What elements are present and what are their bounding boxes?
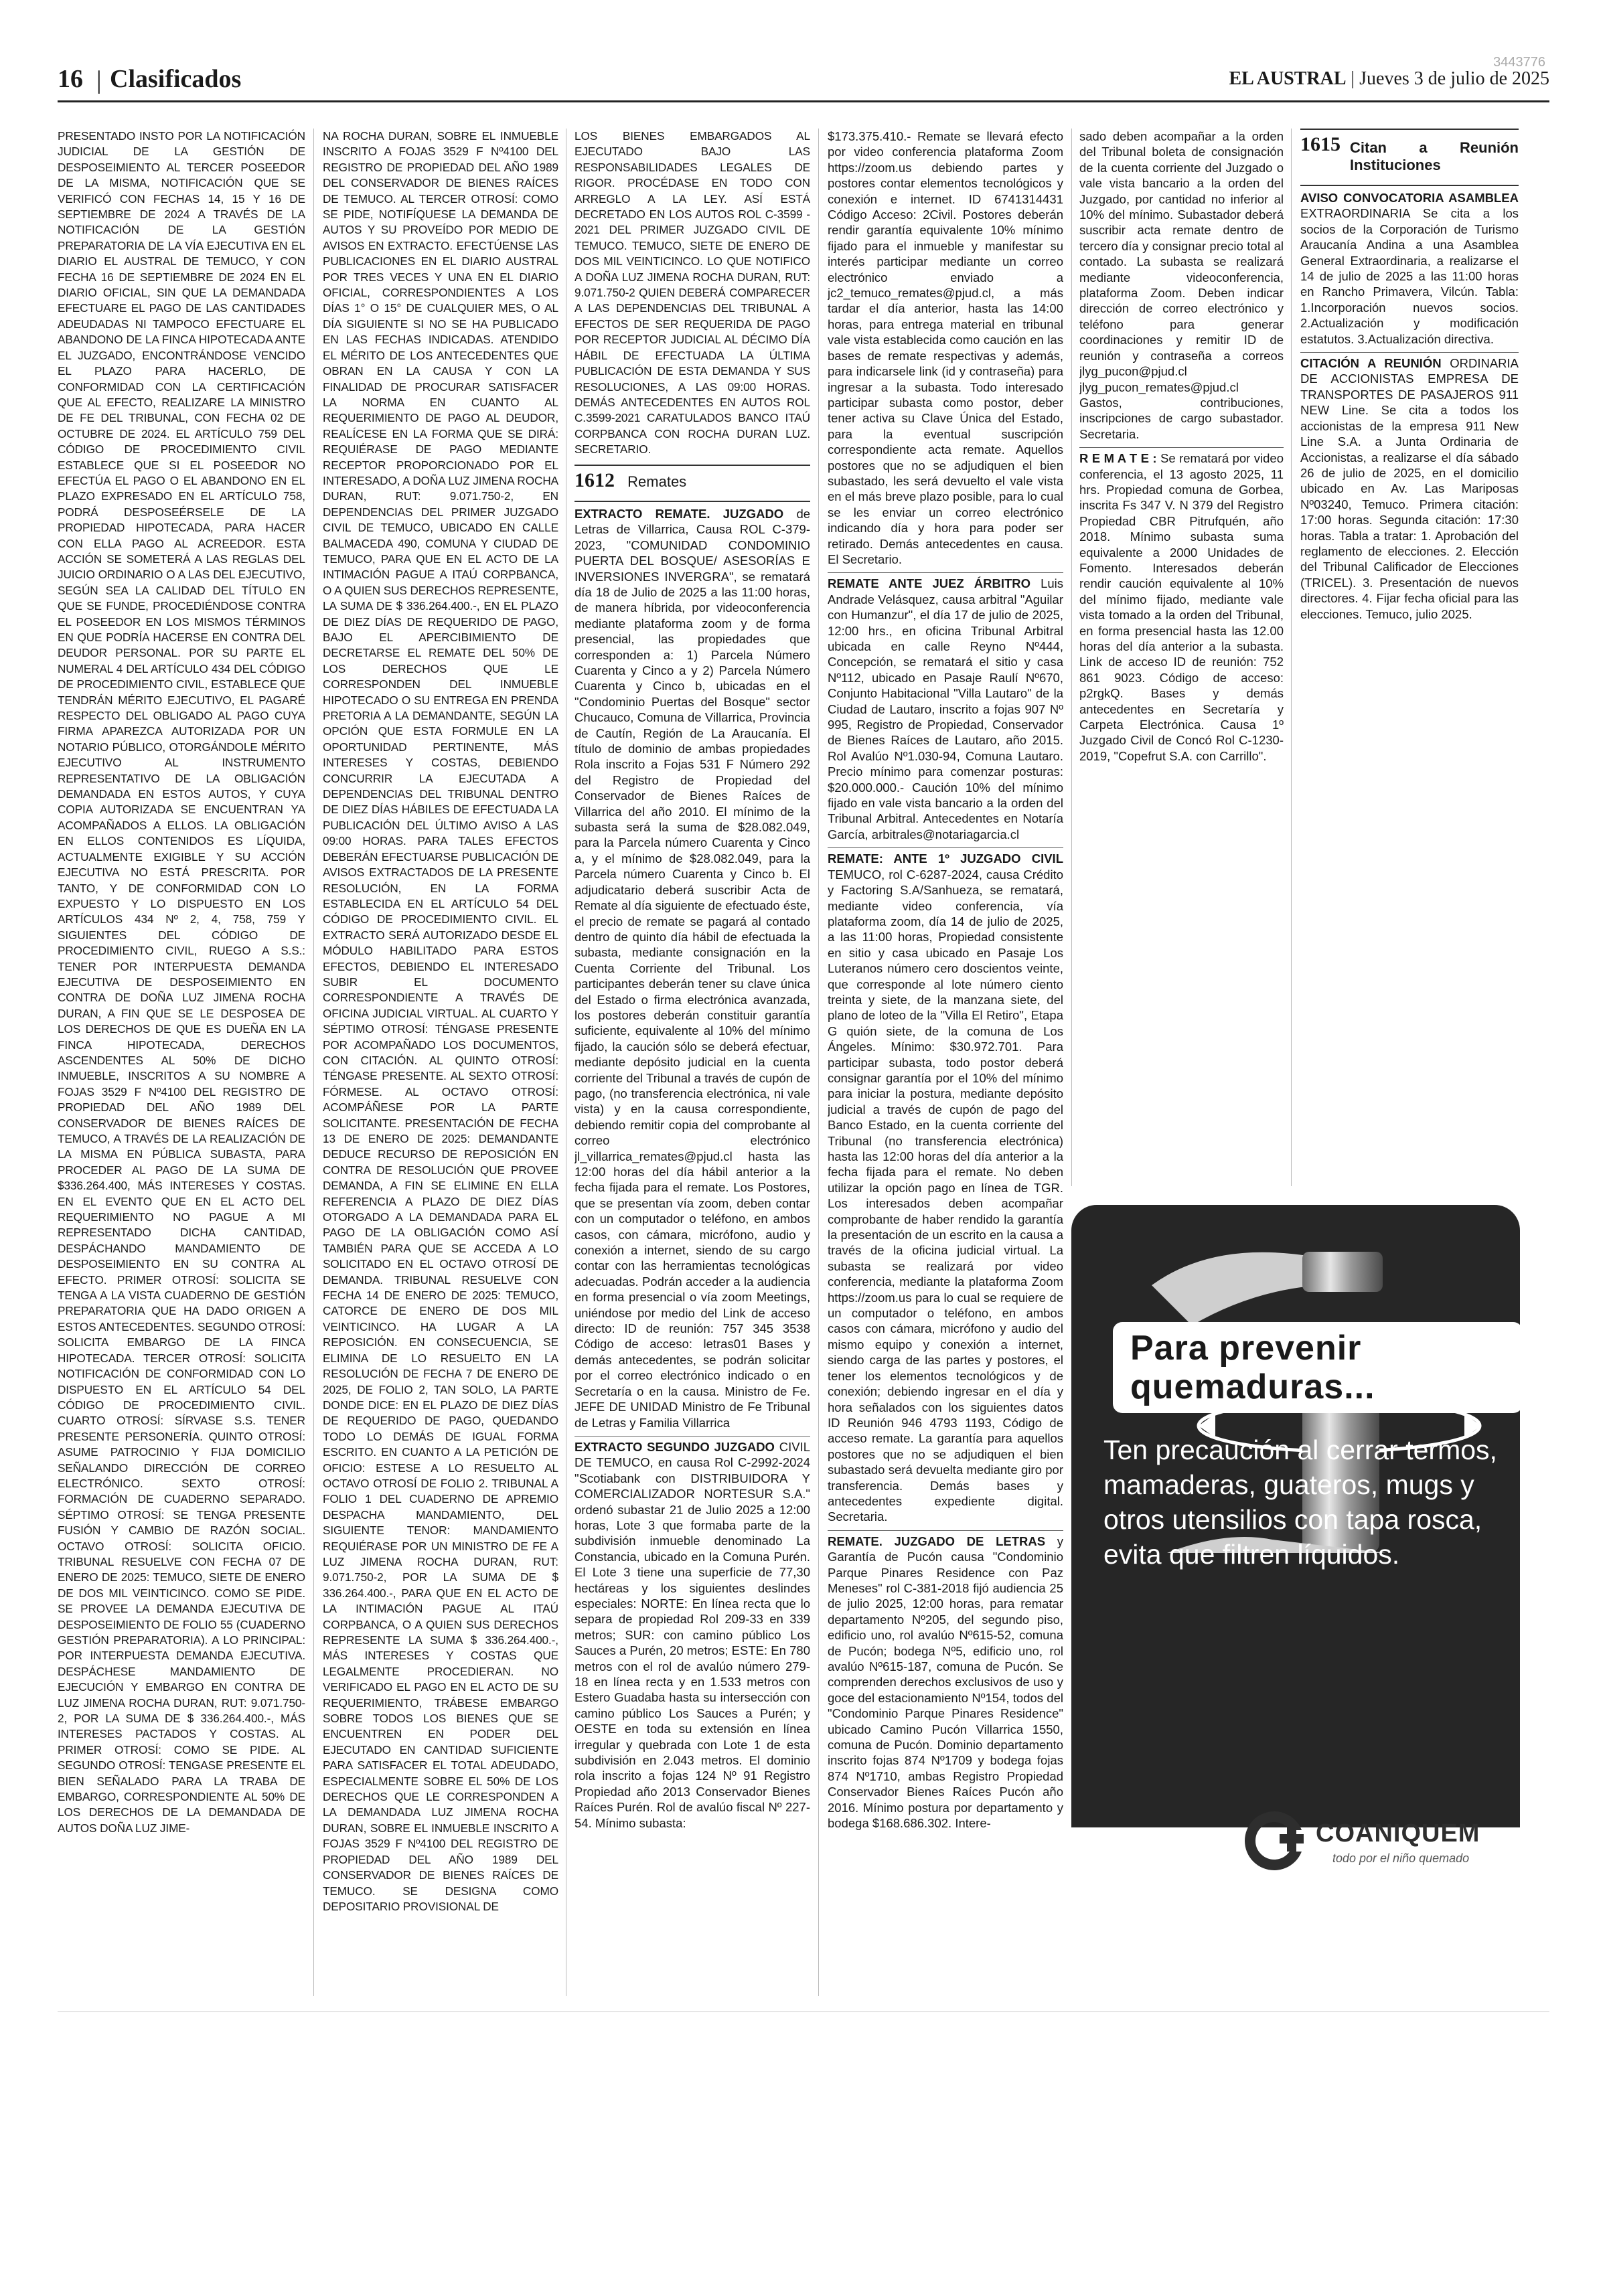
column-5: [1079, 129, 1284, 1186]
ad-body: de Letras de Villarrica, Causa ROL C-379-2023, "COMUNIDAD CONDOMINIO PUERTA DEL BOSQUE/ ASESORÍAS E INVERSIONES INVERGRA", se rematará día 18 de Julio de 2025 a las 11:00 horas, de manera híbrida, por videoconferencia mediante plataforma zoom y de forma presencial, las propiedades que corresponden a: 1) Parcela Número Cuarenta y Cinco a y 2) Parcela Número Cuarenta y Cinco b, ubicadas en el "Condominio Puertas del Bosque" sector Chucauco, Comuna de Villarrica, Provincia de Cautín, Región de La Araucanía. El título de dominio de ambas propiedades Rola inscrito a Fojas 531 F Número 292 del Registro de Propiedad del Conservador de Bienes Raíces de Villarrica del año 2010. El mínimo de la subasta será la suma de $28.082.049, para la Parcela número Cuarenta y Cinco a, y el mínimo de $28.082.049, para la Parcela número Cuarenta y Cinco b. El adjudicatario deberá suscribir Acta de Remate al día siguiente de efectuado éste, el precio de remate se pagará al contado dentro de quinto día hábil de efectuada la subasta, mediante consignación en la Cuenta Corriente del Tribunal. Los participantes deberán tener su clave única del Estado o firma electrónica avanzada, los postores deberán constituir garantía suficiente, equivalente al 10% del mínimo fijado, la caución sólo se deberá efectuar, mediante depósito judicial en la cuenta corriente del Tribunal a través de cupón de pago, (no transferencia electrónica, ni vale vista) y en la causa correspondiente, debiendo remitir copia del comprobante al correo electrónico jl_villarrica_remates@pjud.cl hasta las 12:00 horas del día hábil anterior a la fecha fijada para el remate. Los Postores, que se presentan vía zoom, deben contar con un computador o teléfono, en ambos casos, con cámara, micrófono, audio y conexión a internet, siendo de su cargo contar con las herramientas tecnológicas adecuadas. Podrán acceder a la audiencia en forma presencial o vía zoom Meetings, uniéndose por medio del Link de acceso directo: ID de reunión: 757 345 3538 Código de acceso: letras01 Bases y demás antecedentes, se podrán solicitar por el correo electrónico indicado o en Secretaría o en la causa. Ministro de Fe. JEFE DE UNIDAD Ministro de Fe Tribunal de Letras y Familia Villarrica: [575, 506, 810, 1430]
section-divider: [1300, 185, 1519, 186]
ad-divider: [575, 1436, 810, 1437]
ad-divider: [1300, 352, 1519, 353]
column-1: [58, 129, 305, 1996]
ad-lead: R E M A T E :: [1079, 451, 1157, 466]
ad-lead: EXTRACTO REMATE. JUZGADO: [575, 506, 784, 521]
ad-lead: REMATE. JUZGADO DE LETRAS: [828, 1534, 1046, 1548]
logo-tagline: todo por el niño quemado: [1332, 1852, 1470, 1865]
section-divider: [575, 501, 810, 502]
section-divider: [575, 465, 810, 466]
ad-lead: EXTRACTO SEGUNDO JUZGADO: [575, 1439, 775, 1454]
classified-ad: [1079, 450, 1284, 764]
column-2: [323, 129, 558, 1996]
legal-notice-text: NA ROCHA DURAN, SOBRE EL INMUEBLE INSCRITO A FOJAS 3529 F Nº4100 DEL REGISTRO DE PROPIEDAD DEL AÑO 1989 DEL CONSERVADOR DE BIENES RAÍCES DE TEMUCO. AL TERCER OTROSÍ: COMO SE PIDE, NOTIFÍQUESE LA DEMANDA DE AUTOS Y SU PROVEÍDO POR MEDIO DE AVISOS EN EXTRACTO. EFECTÚENSE LAS PUBLICACIONES EN EL DIARIO AUSTRAL POR TRES VECES Y UNA EN EL DIARIO OFICIAL, CORRESPONDIENTES A LOS DÍAS 1° O 15° DE CUALQUIER MES, O AL DÍA SIGUIENTE SI NO SE HA PUBLICADO EN LAS FECHAS INDICADAS. ATENDIDO EL MÉRITO DE LOS ANTECEDENTES QUE OBRAN EN LA CAUSA Y CON LA FINALIDAD DE PROCURAR SATISFACER LA NORMA EN CUANTO AL REQUERIMIENTO DE PAGO AL DEUDOR, REALÍCESE EN LA FORMA QUE SE DIRÁ: REQUIÉRASE DE PAGO MEDIANTE RECEPTOR PROPORCIONADO POR EL INTERESADO, A DOÑA LUZ JIMENA ROCHA DURAN, RUT: 9.071.750-2, EN DEPENDENCIAS DEL PRIMER JUZGADO CIVIL DE TEMUCO, UBICADO EN CALLE BALMACEDA 490, COMUNA Y CIUDAD DE TEMUCO, PARA QUE EN EL ACTO DE LA INTIMACIÓN PAGUE A ITAÚ CORPBANCA, O A QUIEN SUS DERECHOS REPRESENTE, LA SUMA DE $ 336.264.400.-, EN EL PLAZO DE DIEZ DÍAS DE REQUERIDO DE PAGO, BAJO EL APERCIBIMIENTO DE DECRETARSE EL REMATE DEL 50% DE LOS DERECHOS QUE LE CORRESPONDEN DEL INMUEBLE HIPOTECADO O SU ENTREGA EN PRENDA PRETORIA A LA DEMANDANTE, SEGÚN LA OPCIÓN QUE ESTA FORMULE EN LA OPORTUNIDAD PERTINENTE, MÁS INTERESES Y COSTAS, DEBIENDO CONCURRIR LA EJECUTADA A DEPENDENCIAS DEL TRIBUNAL DENTRO DE DIEZ DÍAS HÁBILES DE EFECTUADA LA PUBLICACIÓN DEL ÚLTIMO AVISO A LAS 09:00 HORAS. PARA TALES EFECTOS DEBERÁN EFECTUARSE PUBLICACIÓN DE AVISOS EXTRACTADOS DE LA PRESENTE RESOLUCIÓN, EN LA FORMA ESTABLECIDA EN EL ARTÍCULO 54 DEL CÓDIGO DE PROCEDIMIENTO CIVIL. EL EXTRACTO SERÁ AUTORIZADO DESDE EL MÓDULO HABILITADO PARA ESTOS EFECTOS, DEBIENDO EL INTERESADO SUBIR EL DOCUMENTO CORRESPONDIENTE A TRAVÉS DE OFICINA JUDICIAL VIRTUAL. AL CUARTO Y SÉPTIMO OTROSÍ: TÉNGASE PRESENTE POR ACOMPAÑADO LOS DOCUMENTOS, CON CITACIÓN. AL QUINTO OTROSÍ: TÉNGASE PRESENTE. AL SEXTO OTROSÍ: FÓRMESE. AL OCTAVO OTROSÍ: ACOMPÁÑESE POR LA PARTE SOLICITANTE. PRESENTACIÓN DE FECHA 13 DE ENERO DE 2025: DEMANDANTE DEDUCE RECURSO DE REPOSICIÓN EN CONTRA DE RESOLUCIÓN QUE PROVEE DEMANDA, A FIN SE ELIMINE EN ELLA REFERENCIA A PLAZO DE DIEZ DÍAS OTORGADO A LA DEMANDADA PARA EL PAGO DE LA OBLIGACIÓN COMO ASÍ TAMBIÉN PARA QUE SE ACCEDA A LO SOLICITADO EN EL OCTAVO OTROSÍ DE DEMANDA. TRIBUNAL RESUELVE CON FECHA 14 DE ENERO DE 2025: TEMUCO, CATORCE DE ENERO DE DOS MIL VEINTICINCO. HA LUGAR A LA REPOSICIÓN. EN CONSECUENCIA, SE ELIMINA DE LO RESUELTO EN LA RESOLUCIÓN DE FECHA 7 DE ENERO DE 2025, DE FOLIO 2, TAN SOLO, LA PARTE DONDE DICE: EN EL PLAZO DE DIEZ DÍAS DE REQUERIDO DE PAGO, QUEDANDO TODO LO DEMÁS DE IGUAL FORMA ESCRITO. EN CUANTO A LA PETICIÓN DE OFICIO: ESTESE A LO RESUELTO AL OCTAVO OTROSÍ DE FOLIO 2. TRIBUNAL A FOLIO 1 DEL CUADERNO DE APREMIO DESPACHA MANDAMIENTO, DEL SIGUIENTE TENOR: MANDAMIENTO REQUIÉRASE POR UN MINISTRO DE FE A LUZ JIMENA ROCHA DURAN, RUT: 9.071.750-2, POR LA SUMA DE $ 336.264.400.-, PARA QUE EN EL ACTO DE LA INTIMACIÓN PAGUE AL ITAÚ CORPBANCA, O A QUIEN SUS DERECHOS REPRESENTE LA SUMA $ 336.264.400.-, MÁS INTERESES Y COSTAS QUE LEGALMENTE PROCEDIERAN. NO VERIFICADO EL PAGO EN EL ACTO DE SU REQUERIMIENTO, TRÁBESE EMBARGO SOBRE TODOS LOS BIENES QUE SE ENCUENTREN EN PODER DEL EJECUTADO EN CANTIDAD SUFICIENTE PARA SATISFACER EL TOTAL ADEUDADO, ESPECIALMENTE SOBRE EL 50% DE LOS DERECHOS QUE LE CORRESPONDEN A LA DEMANDADA LUZ JIMENA ROCHA DURAN, SOBRE EL INMUEBLE INSCRITO A FOJAS 3529 F Nº4100 DEL REGISTRO DE PROPIEDAD DEL AÑO 1989 DEL CONSERVADOR DE BIENES RAÍCES DE TEMUCO. SE DESIGNA COMO DEPOSITARIO PROVISIONAL DE: [323, 129, 558, 1913]
ad-body: EXTRAORDINARIA Se cita a los socios de la Corporación de Turismo Araucanía Andina a una Asamblea General Extraordinaria, a realizarse el 14 de julio de 2025 a las 11:00 horas en Rancho Primavera, Vilcún. Tabla: 1.Incorporación nuevos socios. 2.Actualización y modificación estatutos. 3.Actualización directiva.: [1300, 206, 1519, 346]
classified-ad: [1300, 355, 1519, 622]
ad-lead: REMATE ANTE JUEZ ÁRBITRO: [828, 576, 1031, 591]
thermos-lid-icon: [1302, 1252, 1383, 1292]
section-header-citan: [1300, 133, 1519, 174]
coaniquem-logo: [1242, 1807, 1510, 1874]
classified-ad: [575, 1439, 810, 1831]
column-3: [575, 129, 810, 1996]
section-name: Clasificados: [110, 65, 242, 93]
classified-ad: [828, 576, 1063, 842]
legal-notice-text: LOS BIENES EMBARGADOS AL EJECUTADO BAJO LAS RESPONSABILIDADES LEGALES DE RIGOR. PROCÉDASE EN TODO CON ARREGLO A LA LEY. ASÍ ESTÁ DECRETADO EN LOS AUTOS ROL C-3599 - 2021 DEL PRIMER JUZGADO CIVIL DE TEMUCO. TEMUCO, SIETE DE ENERO DE DOS MIL VEINTICINCO. LO QUE NOTIFICO A DOÑA LUZ JIMENA ROCHA DURAN, RUT: 9.071.750-2 QUIEN DEBERÁ COMPARECER A LAS DEPENDENCIAS DEL TRIBUNAL A EFECTOS DE SER REQUERIDA DE PAGO POR RECEPTOR JUDICIAL AL DÉCIMO DÍA HÁBIL DE EFECTUADA LA ÚLTIMA PUBLICACIÓN DE ESTA DEMANDA Y SUS RESOLUCIONES, A LAS 09:00 HORAS. DEMÁS ANTECEDENTES EN AUTOS ROL C.3599-2021 CARATULADOS BANCO ITAÚ CORPBANCA CON ROCHA DURAN LUZ. SECRETARIO.: [575, 129, 810, 457]
ad-body: sado deben acompañar a la orden del Tribunal boleta de consignación de la cuenta corriente del Juzgado o vale vista bancario a la orden del Juzgado, por cantidad no inferior al 10% del mínimo. Subastador deberá suscribir acta remate dentro de tercero día y consignar precio total al contado. La subasta se realizará mediante videoconferencia, plataforma Zoom. Deben indicar dirección de correo electrónico y teléfono para generar coordinaciones y remitir ID de reunión y contraseña a correos jlyg_pucon@pjud.cl jlyg_pucon_remates@pjud.cl Gastos, contribuciones, inscripciones de cargo subastador. Secretaria.: [1079, 129, 1284, 441]
ad-body: ORDINARIA DE ACCIONISTAS EMPRESA DE TRANSPORTES DE PASAJEROS 911 NEW Line. Se cita a todos los accionistas de la empresa 911 New Line S.A. a Junta Ordinaria de Accionistas, a realizarse el día sábado 26 de julio de 2025, en el domicilio ubicado en Av. Las Mariposas Nº03240, Temuco. Primera citación: 17:00 horas. Segunda citación: 17:30 horas. Tabla a tratar: 1. Aprobación del reglamento de elecciones. 2. Elección del Tribunal Calificador de Elecciones (TRICEL). 3. Presentación de nuevos directores. 4. Fijar fecha oficial para las elecciones. Temuco, julio 2025.: [1300, 356, 1519, 621]
ad-divider: [828, 572, 1063, 573]
coaniquem-cross-icon: [1242, 1807, 1309, 1874]
section-number: 1615: [1300, 133, 1341, 155]
page-code: 3443776: [1493, 55, 1545, 70]
ad-body: y Garantía de Pucón causa "Condominio Parque Pinares Residence con Paz Meneses" rol C-381-2018 fijó audiencia 25 de julio 2025, 12:00 horas, para rematar departamento Nº205, del segundo piso, edificio uno, rol avalúo Nº615-52, comuna de Pucón; bodega Nº5, edificio uno, rol avalúo Nº615-187, comuna de Pucón. Se comprenden derechos exclusivos de uso y goce del estacionamiento Nº154, todos del "Condominio Parque Pinares Residence" ubicado Camino Pucón Villarrica 1550, comuna de Pucón. Dominio departamento inscrito fojas 874 Nº1709 y bodega fojas 874 Nº1710, ambas Registro Propiedad Conservador Bienes Raíces Pucón año 2016. Mínimo postura por departamento y bodega $168.686.302. Intere-: [828, 1534, 1063, 1831]
newspaper-name: EL AUSTRAL: [1229, 68, 1347, 89]
classified-ad: [575, 506, 810, 1430]
column-4: [828, 129, 1063, 1996]
ad-body-text: Ten precaución al cerrar termos, mamaderas, guateros, mugs y otros utensilios con tapa rosca, evita que filtren líquidos.: [1103, 1434, 1497, 1570]
section-title: Citan a Reunión Instituciones: [1350, 139, 1519, 173]
column-divider: [1291, 129, 1292, 1186]
page-number: 16: [58, 65, 83, 93]
logo-name: COANIQUEM: [1316, 1819, 1480, 1848]
ad-body: Se rematará por video conferencia, el 13 agosto 2025, 11 hrs. Propiedad comuna de Gorbea, inscrita Fs 347 V. N 379 del Registro Propiedad CBR Pitrufquén, año 2018. Mínimo subasta suma equivalente a 2000 Unidades de Fomento. Interesados deberán rendir caución equivalente al 10% del mínimo fijado, mediante vale vista tomado a la orden del Tribunal, en forma presencial hasta las 12.00 horas del día anterior a la subasta. Link de acceso ID de reunión: 752 861 9023. Código de acceso: p2rgkQ. Bases y demás antecedentes en Secretaría y Carpeta Electrónica. Causa 1º Juzgado Civil de Concó Rol C-1230-2019, "Copefrut S.A. con Carrillo".: [1079, 451, 1284, 763]
legal-notice-text: PRESENTADO INSTO POR LA NOTIFICACIÓN JUDICIAL DE LA GESTIÓN DE DESPOSEIMIENTO AL TERCER POSEEDOR DE LA MISMA, NOTIFICACIÓN QUE SE VERIFICÓ CON FECHAS 14, 15 Y 16 DE SEPTIEMBRE DE 2024 A TRAVÉS DE LA NOTIFICACIÓN DE LA GESTIÓN PREPARATORIA DE LA VÍA EJECUTIVA EN EL DIARIO EL AUSTRAL DE TEMUCO, Y CON FECHA 16 DE SEPTIEMBRE DE 2024 EN EL DIARIO OFICIAL, SIN QUE LA DEMANDADA EFECTUARE EL PAGO DE LAS CANTIDADES ADEUDADAS NI TAMPOCO EFECTUARE EL ABANDONO DE LA FINCA HIPOTECADA ANTE EL JUZGADO, ENCONTRÁNDOSE VENCIDO EL PLAZO PARA HACERLO, DE CONFORMIDAD CON LA CERTIFICACIÓN QUE AL EFECTO, REALIZARE LA MINISTRO DE FE DEL TRIBUNAL, CON FECHA 02 DE OCTUBRE DE 2024. EL ARTÍCULO 759 DEL CÓDIGO DE PROCEDIMIENTO CIVIL ESTABLECE QUE SI EL POSEEDOR NO EFECTÚA EL PAGO O EL ABANDONO EN EL PLAZO EXPRESADO EN EL ARTÍCULO 758, PODRÁ DESPOSEÉRSELE DE LA PROPIEDAD HIPOTECADA, PARA HACER CON ELLA PAGO AL ACREEDOR. ESTA ACCIÓN SE SOMETERÁ A LAS REGLAS DEL JUICIO ORDINARIO O A LAS DEL EJECUTIVO, SEGÚN SEA LA CALIDAD DEL TÍTULO EN QUE SE FUNDE, PROCEDIÉNDOSE CONTRA EL POSEEDOR EN LOS MISMOS TÉRMINOS EN QUE PODRÍA HACERSE EN CONTRA DEL DEUDOR PERSONAL. POR SU PARTE EL NUMERAL 4 DEL ARTÍCULO 434 DEL CÓDIGO DE PROCEDIMIENTO CIVIL, ESTABLECE QUE TENDRÁN MÉRITO EJECUTIVO, EL PAGARÉ RESPECTO DEL OBLIGADO AL PAGO CUYA FIRMA APAREZCA AUTORIZADA POR UN NOTARIO PÚBLICO, OTORGÁNDOLE MÉRITO EJECUTIVO AL INSTRUMENTO REPRESENTATIVO DE LA OBLIGACIÓN DEMANDADA EN ESTOS AUTOS, Y CUYA COPIA AUTORIZADA SE ENCUENTRAN YA ACOMPAÑADOS A ELLOS. LA OBLIGACIÓN EN ELLOS CONTENIDOS ES LÍQUIDA, ACTUALMENTE EXIGIBLE Y SU ACCIÓN EJECUTIVA NO ESTÁ PRESCRITA. POR TANTO, Y DE CONFORMIDAD CON LO EXPUESTO Y LO DISPUESTO EN LOS ARTÍCULOS 434 Nº 2, 4, 758, 759 Y SIGUIENTES DEL CÓDIGO DE PROCEDIMIENTO CIVIL, RUEGO A S.S.: TENER POR INTERPUESTA DEMANDA EJECUTIVA DE DESPOSEIMIENTO EN CONTRA DE DOÑA LUZ JIMENA ROCHA DURAN, A FIN QUE SE LE DESPOSEA DE LOS DERECHOS DE QUE ES DUEÑA EN LA FINCA HIPOTECADA, DERECHOS ASCENDENTES AL 50% DE DICHO INMUEBLE, INSCRITOS A SU NOMBRE A FOJAS 3529 F Nº4100 DEL REGISTRO DE PROPIEDAD DEL AÑO 1989 DEL CONSERVADOR DE BIENES RAÍCES DE TEMUCO, A TRAVÉS DE LA REALIZACIÓN DE LA MISMA EN PÚBLICA SUBASTA, PARA PROCEDER AL PAGO DE LA SUMA DE $336.264.400, MÁS INTERESES Y COSTAS. EN EL EVENTO QUE EN EL ACTO DEL REQUERIMIENTO NO PAGUE A MI REPRESENTADO DICHA CANTIDAD, DESPÁCHANDO MANDAMIENTO DE DESPOSEIMIENTO EN SU CONTRA AL EFECTO. PRIMER OTROSÍ: SOLICITA SE TENGA A LA VISTA CUADERNO DE GESTIÓN PREPARATORIA QUE HA DADO ORIGEN A ESTOS ANTECEDENTES. SEGUNDO OTROSÍ: SOLICITA EMBARGO DE LA FINCA HIPOTECADA. TERCER OTROSÍ: SOLICITA NOTIFICACIÓN DE CONFORMIDAD CON LO DISPUESTO EN EL ARTÍCULO 54 DEL CÓDIGO DE PROCEDIMIENTO CIVIL. CUARTO OTROSÍ: SÍRVASE S.S. TENER PRESENTE PERSONERÍA. QUINTO OTROSÍ: ASUME PATROCINIO Y FIJA DOMICILIO SEÑALANDO DIRECCIÓN DE CORREO ELECTRÓNICO. SEXTO OTROSÍ: FORMACIÓN DE CUADERNO SEPARADO. SÉPTIMO OTROSÍ: SE TENGA PRESENTE FUSIÓN Y CAMBIO DE RAZÓN SOCIAL. OCTAVO OTROSÍ: SOLICITA OFICIO. TRIBUNAL RESUELVE CON FECHA 07 DE ENERO DE 2025: TEMUCO, SIETE DE ENERO DE DOS MIL VEINTICINCO. COMO SE PIDE. SE PROVEE LA DEMANDA EJECUTIVA DE DESPOSEIMIENTO DE FOLIO 55 (CUADERNO GESTIÓN PREPARATORIA). A LO PRINCIPAL: POR INTERPUESTA DEMANDA EJECUTIVA. DESPÁCHESE MANDAMIENTO DE EJECUCIÓN Y EMBARGO EN CONTRA DE LUZ JIMENA ROCHA DURAN, RUT: 9.071.750-2, POR LA SUMA DE $ 336.264.400.-, MÁS INTERESES PACTADOS Y COSTAS. AL PRIMER OTROSÍ: COMO SE PIDE. AL SEGUNDO OTROSÍ: TENGASE PRESENTE EL BIEN SEÑALADO PARA LA TRABA DE EMBARGO, CORRESPONDIENTE AL 50% DE LOS DERECHOS DE LA DEMANDADA DE AUTOS DOÑA LUZ JIME-: [58, 129, 305, 1835]
classified-ad: [828, 1534, 1063, 1831]
ad-body: $173.375.410.- Remate se llevará efecto por video conferencia plataforma Zoom https://zoom.us debiendo partes y postores contar elementos tecnológicos y conexión e internet. ID 6741314431 Código Acceso: 2Civil. Postores deberán rendir garantía equivalente 10% mínimo fijado para el inmueble y manifestar su interés participar mediante un correo electrónico enviado a jc2_temuco_remates@pjud.cl, a más tardar el día anterior, hasta las 14:00 horas, para entrega material en tribunal vale vista establecida como caución en las bases de remate respectivas y además, para indicarsele link (id y contraseña) para ingresar a la subasta. Todo interesado participar subasta como postor, deber tener activa su Clave Única del Estado, para la eventual suscripción correspondiente acta remate. Aquellos postores que no se adjudiquen el bien subastado, les será devuelto el vale vista en el más breve plazo posible, para lo cual se les enviar un correo electrónico indicando día y hora para poder ser retirado. Demás antecedentes en causa. El Secretario.: [828, 129, 1063, 566]
issue-date: Jueves 3 de julio de 2025: [1359, 68, 1549, 89]
column-divider: [313, 129, 314, 1996]
page-header: [58, 55, 1549, 102]
classified-ad: [1300, 190, 1519, 347]
column-6: [1300, 129, 1519, 1186]
column-divider: [818, 129, 819, 1996]
section-number: 1612: [575, 469, 615, 491]
ad-divider: [828, 1530, 1063, 1531]
ad-lead: REMATE: ANTE 1º JUZGADO CIVIL: [828, 851, 1063, 866]
header-separator: |: [96, 66, 102, 94]
ad-divider: [1079, 447, 1284, 448]
column-divider: [1071, 129, 1072, 1186]
section-header-remates: [575, 469, 810, 491]
ad-body: CIVIL DE TEMUCO, en causa Rol C-2992-2024 "Scotiabank con DISTRIBUIDORA Y COMERCIALIZADOR NORTESUR S.A." ordenó subastar 21 de Julio 2025 a 12:00 horas, Lote 3 que formaba parte de la subdivisión inmueble denominado La Constancia, ubicado en la Comuna Purén. El Lote 3 tiene una superficie de 77,30 hectáreas y los siguientes deslindes especiales: NORTE: En línea recta que lo separa de propiedad Rol 209-33 en 339 metros; SUR: con camino público Los Sauces a Purén, 20 metros; ESTE: En 780 metros con el rol de avalúo número 279-18 en línea recta y en 1.533 metros con Estero Guadaba hasta su intersección con camino público Los Sauces a Purén; y OESTE en toda su extensión en línea irregular y quebrada con Lote 1 de esta subdivisión en 2.043 metros. El dominio rola inscrito a fojas 124 Nº 91 Registro Propiedad año 2013 Conservador Bienes Raíces Purén. Rol de avalúo fiscal Nº 227-54. Mínimo subasta:: [575, 1439, 810, 1830]
masthead: EL AUSTRAL | Jueves 3 de julio de 2025: [1229, 68, 1549, 89]
ad-headline: Para prevenir quemaduras...: [1113, 1322, 1523, 1413]
classified-ad: [828, 851, 1063, 1524]
section-divider: [1300, 129, 1519, 130]
ad-lead: AVISO CONVOCATORIA ASAMBLEA: [1300, 191, 1519, 205]
ad-lead: CITACIÓN A REUNIÓN: [1300, 356, 1442, 371]
ad-divider: [828, 847, 1063, 848]
ad-body: Luis Andrade Velásquez, causa arbitral "Aguilar con Humanzur", el día 17 de julio de 2025, 12:00 hrs., en oficina Tribunal Arbitral ubicada en calle Reyno Nº444, Concepción, se rematará el sitio y casa Nº112, ubicado en Pasaje Raulí Nº670, Conjunto Habitacional "Villa Lautaro" de la Ciudad de Lautaro, inscrito a fojas 907 Nº 995, Registro de Propiedad, Conservador de Bienes Raíces de Lautaro, año 2015. Rol Avalúo Nº1.030-94, Comuna Lautaro. Precio mínimo para comenzar posturas: $20.000.000.- Caución 10% del mínimo fijado en vale vista bancario a la orden del Tribunal Arbitral. Antecedentes en Notaría García, arbitrales@notariagarcia.cl: [828, 576, 1063, 841]
ad-body: TEMUCO, rol C-6287-2024, causa Crédito y Factoring S.A/Sanhueza, se rematará, mediante video conferencia, vía plataforma zoom, día 14 de julio de 2025, a las 11:00 horas, Propiedad consistente en sitio y casa ubicado en Pasaje Los Luteranos número cero doscientos veinte, que corresponde al lote número ciento treinta y siete, de la manzana siete, del plano de loteo de la "Villa El Retiro", Etapa G quión siete, de la comuna de Los Ángeles. Mínimo: $30.972.701. Para participar subasta, todo postor deberá consignar garantía por el 10% del mínimo para iniciar la postura, mediante depósito judicial a través de cupón de pago del Banco Estado, en la cuenta corriente del Tribunal (no transferencia electrónica) hasta las 12:00 horas del día anterior a la fecha fijada para el remate. No deben utilizar la opción pago en línea de TGR. Los interesados deben acompañar comprobante de haber rendido la garantía la presentación de un escrito en la causa a través de la oficina judicial virtual. La subasta se realizará por video conferencia, mediante la plataforma Zoom https://zoom.us para lo cual se requiere de un computador o teléfono, en ambos casos con cámara, micrófono y audio del mismo equipo y conexión a internet, siendo carga de las partes y postores, el tener los elementos tecnológicos y de conexión; debiendo ingresar en el día y hora señalados con los siguientes datos ID Reunión 946 4793 1193, Código de acceso remate. La garantía para aquellos postores que no se adjudiquen el bien subastado será devuelta mediante giro por transferencia. Demás bases y antecedentes expediente digital. Secretaria.: [828, 867, 1063, 1524]
section-title: Remates: [627, 473, 687, 490]
